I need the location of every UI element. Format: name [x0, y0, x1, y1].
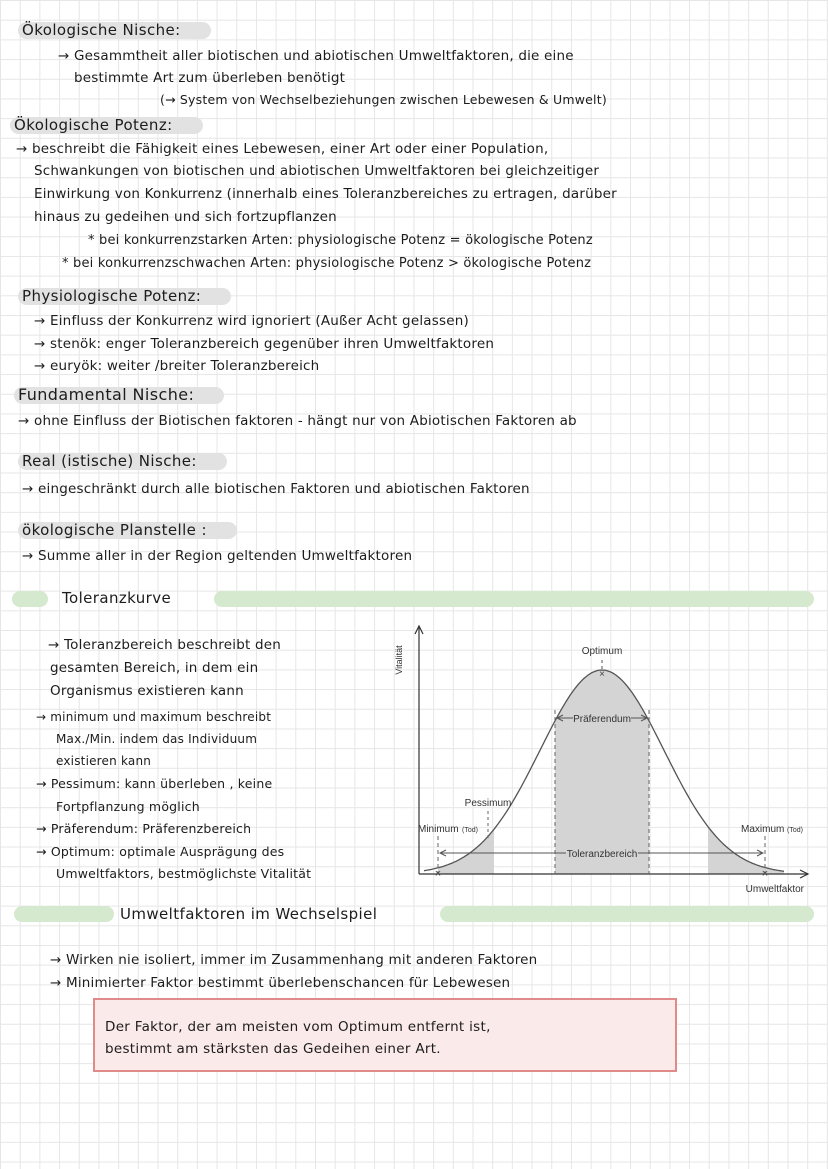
merksatz-line: Der Faktor, der am meisten vom Optimum entfernt ist,: [105, 1019, 491, 1035]
x-axis-label: Umweltfaktor: [745, 884, 804, 895]
text-line: * bei konkurrenzschwachen Arten: physiologische Potenz > ökologische Potenz: [62, 256, 592, 271]
text-line: → Gesammtheit aller biotischen und abiotischen Umweltfaktoren, die eine: [58, 48, 574, 64]
minimum-cross: ×: [434, 868, 442, 880]
heading-fundamental-nische: Fundamental Nische:: [18, 385, 195, 404]
heading-toleranzkurve: Toleranzkurve: [62, 589, 172, 607]
note-line: Fortpflanzung möglich: [56, 799, 200, 814]
text-line: (→ System von Wechselbeziehungen zwischen Lebewesen & Umwelt): [160, 92, 607, 107]
note-line: existieren kann: [56, 754, 152, 768]
note-line: → Präferendum: Präferenzbereich: [36, 821, 252, 836]
text-line: → eingeschränkt durch alle biotischen Faktoren und abiotischen Faktoren: [22, 481, 530, 497]
maximum-cross: ×: [761, 868, 769, 880]
heading-oekologische-potenz: Ökologische Potenz:: [14, 116, 173, 134]
praeferendum-label: Präferendum: [573, 714, 631, 725]
text-line: → Einfluss der Konkurrenz wird ignoriert (Außer Acht gelassen): [34, 313, 469, 329]
green-highlight: [440, 906, 814, 922]
optimum-cross: ×: [599, 669, 605, 680]
note-line: Max./Min. indem das Individuum: [56, 732, 258, 746]
text-line: → euryök: weiter /breiter Toleranzbereich: [34, 358, 320, 374]
text-line: bestimmte Art zum überleben benötigt: [74, 70, 346, 86]
note-line: → Optimum: optimale Ausprägung des: [36, 844, 285, 859]
heading-oekologische-nische: Ökologische Nische:: [22, 21, 181, 39]
maximum-note: (Tod): [787, 827, 803, 834]
green-highlight: [214, 591, 814, 607]
text-line: → beschreibt die Fähigkeit eines Lebewesen, einer Art oder einer Population,: [16, 141, 549, 157]
heading-wechselspiel: Umweltfaktoren im Wechselspiel: [120, 905, 378, 923]
minimum-note: (Tod): [462, 827, 478, 834]
text-line: hinaus zu gedeihen und sich fortzupflanzen: [34, 209, 337, 225]
note-line: gesamten Bereich, in dem ein: [50, 660, 259, 676]
green-highlight: [14, 906, 114, 922]
chart-plot: [394, 626, 808, 895]
heading-oekologische-planstelle: ökologische Planstelle :: [22, 521, 207, 539]
heading-real-nische: Real (istische) Nische:: [22, 452, 197, 470]
praeferendum-area: [424, 670, 784, 874]
text-line: → Summe aller in der Region geltenden Umweltfaktoren: [22, 548, 413, 564]
heading-physiologische-potenz: Physiologische Potenz:: [22, 287, 202, 305]
merksatz-box: [93, 998, 677, 1072]
text-line: → stenök: enger Toleranzbereich gegenüber ihren Umweltfaktoren: [34, 336, 495, 352]
note-line: → minimum und maximum beschreibt: [36, 710, 272, 724]
text-line: * bei konkurrenzstarken Arten: physiologische Potenz = ökologische Potenz: [88, 233, 593, 248]
text-line: → Wirken nie isoliert, immer im Zusammenhang mit anderen Faktoren: [50, 952, 538, 968]
y-axis-label: Vitalität: [394, 645, 404, 675]
maximum-label: Maximum: [741, 824, 785, 835]
text-line: Schwankungen von biotischen und abiotischen Umweltfaktoren bei gleichzeitiger: [34, 163, 600, 179]
green-highlight: [12, 591, 48, 607]
note-line: Organismus existieren kann: [50, 683, 244, 699]
text-line: Einwirkung von Konkurrenz (innerhalb eines Toleranzbereiches zu ertragen, darüber: [34, 186, 617, 202]
merksatz-line: bestimmt am stärksten das Gedeihen einer Art.: [105, 1041, 441, 1057]
toleranzbereich-label: Toleranzbereich: [566, 849, 638, 860]
note-line: → Toleranzbereich beschreibt den: [48, 637, 281, 653]
text-line: → Minimierter Faktor bestimmt überlebenschancen für Lebewesen: [50, 975, 511, 991]
optimum-label: Optimum: [581, 646, 623, 657]
note-line: Umweltfaktors, bestmöglichste Vitalität: [56, 866, 312, 881]
text-line: → ohne Einfluss der Biotischen faktoren - hängt nur von Abiotischen Faktoren ab: [18, 413, 577, 429]
pessimum-label: Pessimum: [464, 798, 512, 809]
note-line: → Pessimum: kann überleben , keine: [36, 776, 273, 791]
toleranzkurve-chart: [388, 612, 828, 902]
minimum-label: Minimum: [418, 824, 459, 835]
